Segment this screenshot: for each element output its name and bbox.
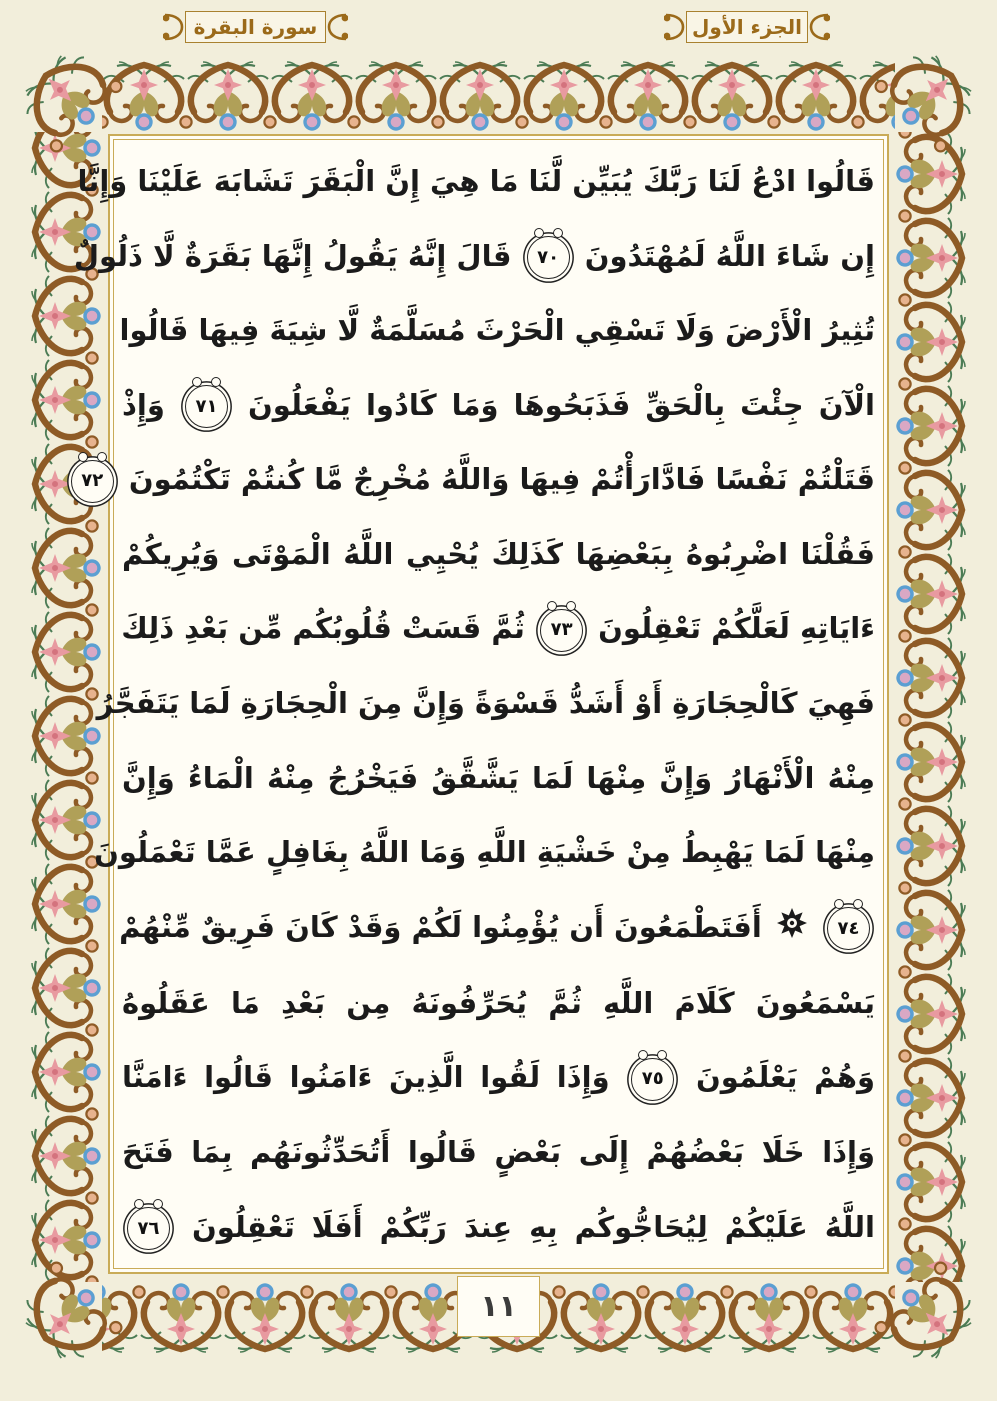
quran-text-frame [73, 134, 889, 1274]
quran-text: قَالَ إِنَّهُ يَقُولُ إِنَّهَا بَقَرَةٌ لَّا ذَلُولٌ [73, 238, 512, 273]
quran-line [119, 890, 875, 966]
rub-el-hizb-icon [776, 892, 808, 966]
quran-line [122, 966, 875, 1041]
quran-text: أَفَتَطْمَعُونَ أَن يُؤْمِنُوا لَكُمْ وَقَدْ كَانَ فَرِيقٌ مِّنْهُمْ [119, 909, 762, 944]
quran-text: وَإِذْ [122, 387, 165, 422]
verse-end-marker: ٧٠ [527, 236, 570, 279]
quran-line [77, 144, 875, 219]
quran-line [122, 591, 875, 666]
quran-line [96, 666, 875, 741]
quran-text: اللَّهُ عَلَيْكُمْ لِيُحَاجُّوكُم بِهِ عِندَ رَبِّكُمْ أَفَلَا تَعْقِلُونَ [191, 1209, 875, 1244]
quran-text: الْآنَ جِئْتَ بِالْحَقِّ فَذَبَحُوهَا وَمَا كَادُوا يَفْعَلُونَ [248, 387, 875, 422]
quran-text: يَسْمَعُونَ كَلَامَ اللَّهِ ثُمَّ يُحَرِّفُونَهُ مِن بَعْدِ مَا عَقَلُوهُ [122, 985, 875, 1020]
quran-line [119, 293, 875, 368]
quran-text: فَهِيَ كَالْحِجَارَةِ أَوْ أَشَدُّ قَسْوَةً وَإِنَّ مِنَ الْحِجَارَةِ لَمَا يَتَفَجَّرُ [96, 686, 875, 721]
quran-text: وَإِذَا لَقُوا الَّذِينَ ءَامَنُوا قَالُوا ءَامَنَّا [122, 1060, 610, 1095]
quran-text: تُثِيرُ الْأَرْضَ وَلَا تَسْقِي الْحَرْثَ مُسَلَّمَةٌ لَّا شِيَةَ فِيهَا قَالُوا [119, 313, 875, 348]
cartouche-scroll-icon [664, 11, 686, 43]
quran-text: قَتَلْتُمْ نَفْسًا فَادَّارَأْتُمْ فِيهَا وَاللَّهُ مُخْرِجٌ مَّا كُنتُمْ تَكْتُمُونَ [128, 462, 875, 497]
quran-line [122, 517, 875, 592]
quran-lines [73, 144, 875, 1264]
quran-text: وَهُمْ يَعْلَمُونَ [695, 1060, 875, 1095]
surah-header-cartouche [163, 11, 348, 43]
quran-line [81, 442, 875, 517]
surah-title: سورة البقرة [193, 15, 318, 39]
quran-text: قَالُوا ادْعُ لَنَا رَبَّكَ يُبَيِّن لَّنَا مَا هِيَ إِنَّ الْبَقَرَ تَشَابَهَ عَلَيْنَا وَإِنَّا [77, 164, 875, 198]
page-number-box [457, 1276, 540, 1337]
verse-end-marker: ٧١ [185, 385, 228, 428]
quran-line [122, 368, 875, 443]
cartouche-scroll-icon [163, 11, 185, 43]
cartouche-scroll-icon [808, 11, 830, 43]
verse-end-marker: ٧٢ [71, 460, 114, 503]
quran-text: ثُمَّ قَسَتْ قُلُوبُكُم مِّن بَعْدِ ذَلِكَ [121, 611, 525, 646]
verse-end-marker: ٧٤ [827, 907, 870, 950]
verse-end-marker: ٧٣ [540, 609, 583, 652]
quran-line [122, 1040, 875, 1115]
quran-text: إِن شَاءَ اللَّهُ لَمُهْتَدُونَ [584, 238, 875, 273]
juz-title: الجزء الأول [692, 15, 802, 39]
quran-text: فَقُلْنَا اضْرِبُوهُ بِبَعْضِهَا كَذَلِكَ يُحْيِي اللَّهُ الْمَوْتَى وَيُرِيكُمْ [122, 536, 875, 571]
quran-text: ءَايَاتِهِ لَعَلَّكُمْ تَعْقِلُونَ [598, 611, 875, 646]
juz-header-cartouche [664, 11, 830, 43]
page-number: ١١ [480, 1289, 517, 1324]
quran-line [94, 815, 875, 890]
verse-end-marker: ٧٦ [127, 1207, 170, 1250]
verse-end-marker: ٧٥ [631, 1058, 674, 1101]
quran-text: وَإِذَا خَلَا بَعْضُهُمْ إِلَى بَعْضٍ قَالُوا أَتُحَدِّثُونَهُم بِمَا فَتَحَ [122, 1134, 875, 1169]
quran-text: مِنْهُ الْأَنْهَارُ وَإِنَّ مِنْهَا لَمَا يَشَّقَّقُ فَيَخْرُجُ مِنْهُ الْمَاءُ وَإِنَّ [122, 760, 875, 795]
quran-line [122, 741, 875, 816]
quran-line [122, 1115, 875, 1190]
quran-line [73, 219, 875, 294]
cartouche-scroll-icon [326, 11, 348, 43]
quran-line [122, 1190, 875, 1265]
quran-text: مِنْهَا لَمَا يَهْبِطُ مِنْ خَشْيَةِ اللَّهِ وَمَا اللَّهُ بِغَافِلٍ عَمَّا تَعْمَلُونَ [94, 835, 875, 870]
